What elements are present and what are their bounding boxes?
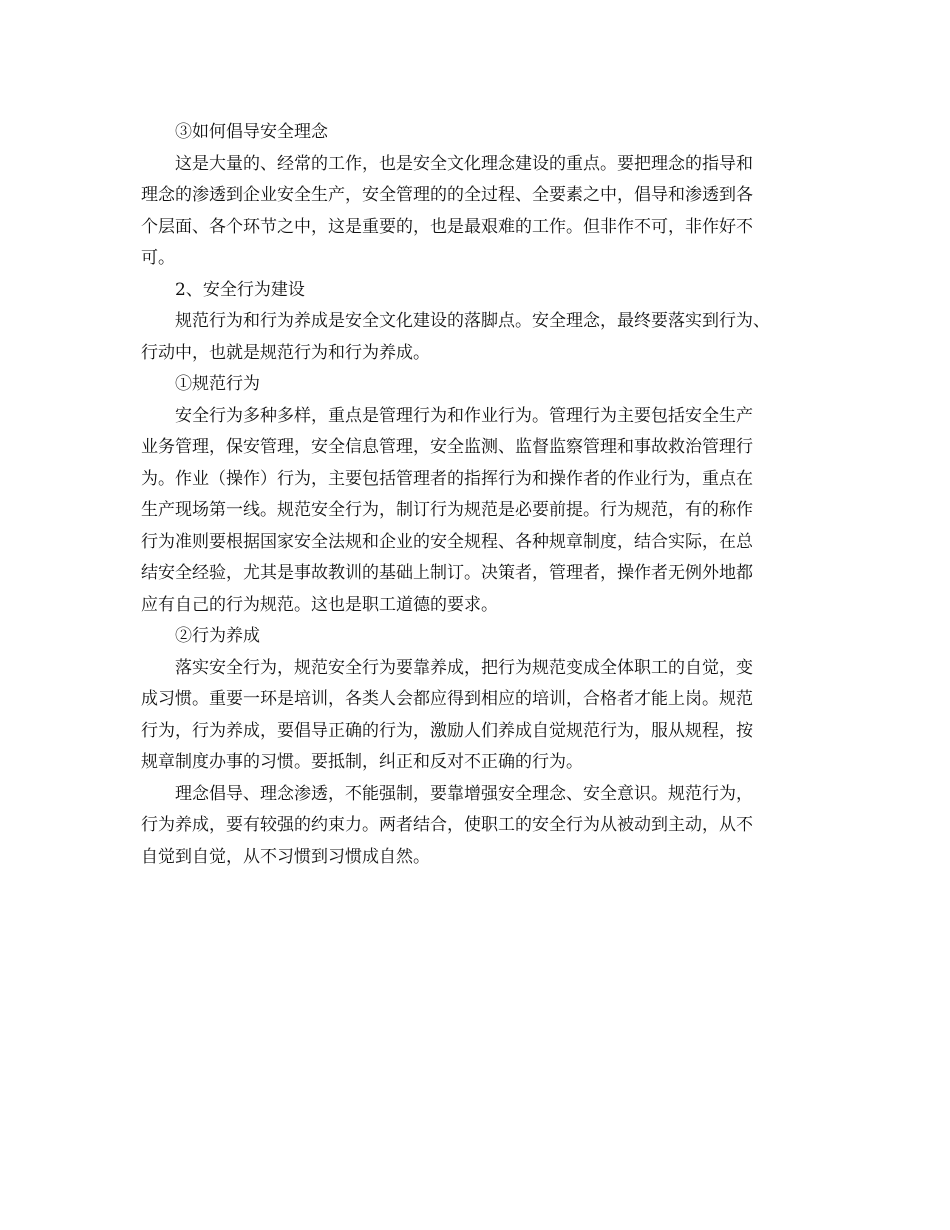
section-heading-standardize-behavior xyxy=(141,369,831,401)
text-line: 理念的渗透到企业安全生产，安全管理的的全过程、全要素之中，倡导和渗透到各 xyxy=(141,185,753,205)
text-line: 应有自己的行为规范。这也是职工道德的要求。 xyxy=(141,594,498,615)
text-line: 成习惯。重要一环是培训，各类人会都应得到相应的培训，合格者才能上岗。规范 xyxy=(141,689,753,709)
text-line: 可。 xyxy=(141,248,175,268)
text-line: ③如何倡导安全理念 xyxy=(175,122,328,142)
paragraph-standardize-behavior xyxy=(141,401,831,622)
text-line: 理念倡导、理念渗透，不能强制，要靠增强安全理念、安全意识。规范行为， xyxy=(175,783,753,804)
text-line: 这是大量的、经常的工作，也是安全文化理念建设的重点。要把理念的指导和 xyxy=(175,153,753,174)
text-line: 落实安全行为，规范安全行为要靠养成，把行为规范变成全体职工的自觉，变 xyxy=(175,657,753,678)
text-line: 生产现场第一线。规范安全行为，制订行为规范是必要前提。行为规范，有的称作 xyxy=(141,500,753,520)
text-line: 业务管理，保安管理，安全信息管理，安全监测、监督监察管理和事故救治管理行 xyxy=(141,437,753,457)
paragraph-behavior-formation xyxy=(141,653,831,779)
text-line: 规范行为和行为养成是安全文化建设的落脚点。安全理念，最终要落实到行为、 xyxy=(175,311,770,331)
text-line: 行动中，也就是规范行为和行为养成。 xyxy=(141,342,430,363)
section-heading-behavior-formation xyxy=(141,621,831,653)
text-line: 安全行为多种多样，重点是管理行为和作业行为。管理行为主要包括安全生产 xyxy=(175,405,753,426)
text-line: 为。作业（操作）行为，主要包括管理者的指挥行为和操作者的作业行为，重点在 xyxy=(141,468,753,489)
text-line: ①规范行为 xyxy=(175,374,260,394)
section-heading-safety-behavior xyxy=(141,275,831,307)
text-line: 自觉到自觉，从不习惯到习惯成自然。 xyxy=(141,846,430,867)
text-line: 行为养成，要有较强的约束力。两者结合，使职工的安全行为从被动到主动，从不 xyxy=(141,815,753,835)
text-line: ②行为养成 xyxy=(175,626,260,646)
text-line: 个层面、各个环节之中，这是重要的，也是最艰难的工作。但非作不可，非作好不 xyxy=(141,216,753,237)
paragraph-advocate-concept xyxy=(141,149,831,275)
text-line: 规章制度办事的习惯。要抵制，纠正和反对不正确的行为。 xyxy=(141,752,583,772)
document-body xyxy=(141,117,831,873)
section-heading-advocate-concept xyxy=(141,117,831,149)
text-line: 2、安全行为建设 xyxy=(175,279,305,300)
paragraph-conclusion xyxy=(141,779,831,874)
text-line: 行为，行为养成，要倡导正确的行为，激励人们养成自觉规范行为，服从规程，按 xyxy=(141,720,753,741)
paragraph-safety-behavior xyxy=(141,306,831,369)
text-line: 结安全经验，尤其是事故教训的基础上制订。决策者，管理者，操作者无例外地都 xyxy=(141,563,753,583)
text-line: 行为准则要根据国家安全法规和企业的安全规程、各种规章制度，结合实际，在总 xyxy=(141,531,753,552)
